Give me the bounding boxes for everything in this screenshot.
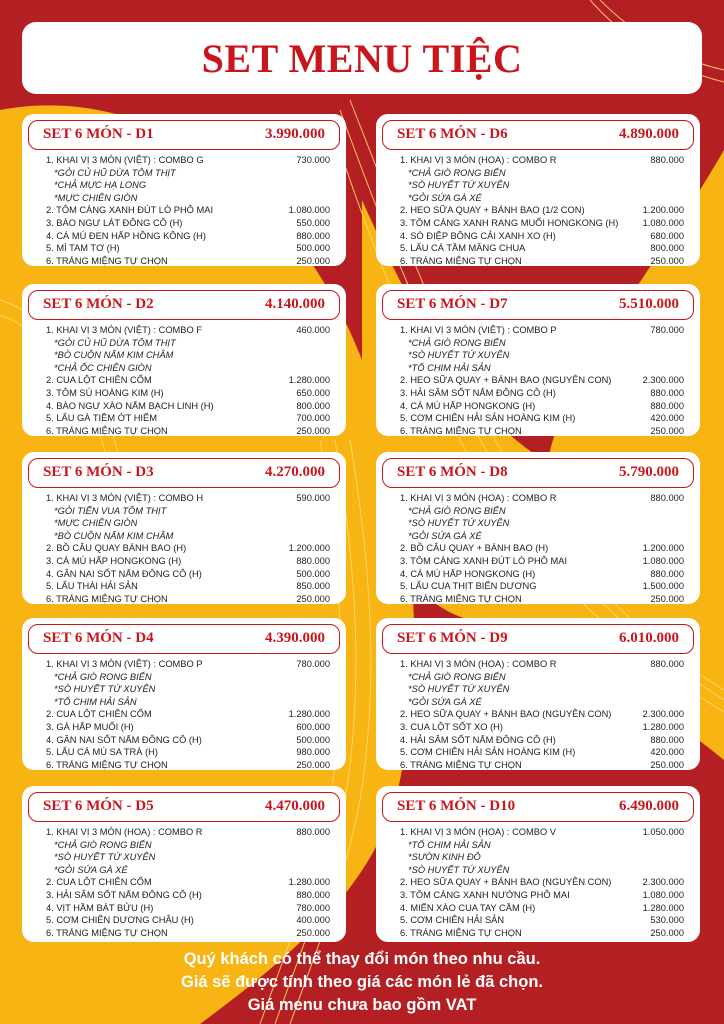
dish-row [400,658,684,671]
set-price: 3.990.000 [265,126,325,142]
sub-dish [46,505,330,518]
dish-price: 880.000 [650,400,684,411]
dish-name: 4. MIẾN XÀO CUA TAY CẦM (H) [400,902,536,913]
dish-name: *CHẢ GIÒ RONG BIỂN [408,505,506,516]
dish-row [400,927,684,940]
set-items [22,150,346,267]
dish-price: 980.000 [296,747,330,758]
dish-name: *GỎI SỨA GÀ XÉ [408,696,482,707]
set-items [22,488,346,605]
dish-name: 4. GÂN NAI SỐT NẤM ĐÔNG CÔ (H) [46,734,202,745]
dish-row [46,721,330,734]
set-name: SET 6 MÓN - D8 [397,464,508,480]
dish-name: 1. KHAI VỊ 3 MÓN (HOA) : COMBO V [400,827,557,837]
dish-name: 1. KHAI VỊ 3 MÓN (HOA) : COMBO R [400,493,557,503]
dish-price: 2.300.000 [642,877,684,888]
dish-name: 5. LẨU CÁ MÚ SA TRÀ (H) [46,747,158,758]
dish-row [400,826,684,839]
dish-row [46,914,330,927]
dish-row [400,154,684,167]
sub-dish [46,851,330,864]
title-banner [22,22,702,94]
dish-price: 780.000 [296,902,330,913]
sub-dish [400,530,684,543]
dish-name: 5. CƠM CHIÊN HẢI SẢN [400,915,505,926]
dish-price: 250.000 [650,425,684,436]
sub-dish [46,192,330,205]
dish-price: 250.000 [296,425,330,436]
set-card [376,114,700,266]
set-name: SET 6 MÓN - D6 [397,126,508,142]
set-header [382,458,694,488]
dish-price: 250.000 [650,759,684,770]
dish-name: 2. BỒ CÂU QUAY BÁNH BAO (H) [46,543,187,554]
dish-name: 6. TRÁNG MIỆNG TỰ CHỌN [400,759,522,770]
dish-row [46,230,330,243]
dish-row [400,580,684,593]
dish-name: 2. TÔM CÀNG XANH ĐÚT LÒ PHÔ MAI [46,205,214,216]
dish-row [46,568,330,581]
dish-price: 880.000 [296,230,330,241]
dish-name: 2. HEO SỮA QUAY + BÁNH BAO (NGUYÊN CON) [400,877,612,888]
sub-dish [400,505,684,518]
dish-row [400,568,684,581]
dish-name: 5. LẨU GÀ TIỀM ỚT HIỂM [46,413,157,424]
set-name: SET 6 MÓN - D3 [43,464,154,480]
sub-dish [400,349,684,362]
dish-price: 880.000 [296,889,330,900]
sub-dish [400,192,684,205]
dish-row [46,746,330,759]
dish-price: 250.000 [296,255,330,266]
sub-dish [46,696,330,709]
set-items [376,150,700,267]
dish-price: 500.000 [296,243,330,254]
dish-name: 6. TRÁNG MIỆNG TỰ CHỌN [46,425,168,436]
dish-row [46,876,330,889]
footer-line-1: Quý khách có thể thay đổi món theo nhu cầu. [183,950,541,968]
sub-dish [400,683,684,696]
dish-name: *GỎI CỦ HŨ DỪA TÔM THỊT [54,337,176,348]
set-name: SET 6 MÓN - D1 [43,126,154,142]
dish-name: 5. LẨU CÁ TẦM MĂNG CHUA [400,243,526,254]
dish-row [400,492,684,505]
dish-name: *CHẢ GIÒ RONG BIỂN [54,671,152,682]
set-card [376,618,700,770]
dish-name: *CHẢ GIÒ RONG BIỂN [408,337,506,348]
dish-name: 5. CƠM CHIÊN HẢI SẢN HOÀNG KIM (H) [400,747,576,758]
set-price: 4.140.000 [265,296,325,312]
set-price: 6.490.000 [619,798,679,814]
set-price: 5.790.000 [619,464,679,480]
dish-name: *SÒ HUYẾT TỨ XUYÊN [408,684,510,695]
dish-name: 6. TRÁNG MIỆNG TỰ CHỌN [46,927,168,938]
dish-name: 4. CÁ MÚ HẤP HONGKONG (H) [400,568,536,579]
dish-name: 2. CUA LỘT CHIÊN CỐM [46,375,152,386]
dish-name: 3. GÀ HẤP MUỐI (H) [46,721,134,732]
sub-dish [400,696,684,709]
sub-dish [46,167,330,180]
dish-name: *SÒ HUYẾT TỨ XUYÊN [54,852,156,863]
dish-name: 4. HẢI SÂM SỐT NẤM ĐÔNG CÔ (H) [400,734,556,745]
dish-row [400,555,684,568]
set-header [28,624,340,654]
dish-price: 1.200.000 [642,205,684,216]
sub-dish [400,851,684,864]
dish-price: 680.000 [650,230,684,241]
set-card [376,284,700,436]
set-price: 5.510.000 [619,296,679,312]
dish-row [400,746,684,759]
dish-row [400,708,684,721]
dish-price: 420.000 [650,413,684,424]
dish-row [400,914,684,927]
dish-row [46,555,330,568]
dish-name: 4. CÁ MÚ HẤP HONGKONG (H) [400,400,536,411]
dish-name: 4. GÂN NAI SỐT NẤM ĐÔNG CÔ (H) [46,568,202,579]
dish-name: 2. CUA LỘT CHIÊN CỐM [46,877,152,888]
dish-name: 4. VỊT HẦM BÁT BỬU (H) [46,902,154,913]
dish-name: *SÒ HUYẾT TỨ XUYÊN [408,518,510,529]
dish-price: 1.080.000 [642,217,684,228]
dish-row [400,721,684,734]
dish-name: *SƯỜN KINH ĐÔ [408,852,481,863]
sub-dish [46,517,330,530]
dish-name: *CHẢ GIÒ RONG BIỂN [408,167,506,178]
dish-name: *MỰC CHIÊN GIÒN [54,518,138,529]
dish-name: 1. KHAI VỊ 3 MÓN (HOA) : COMBO R [400,659,557,669]
dish-row [400,412,684,425]
dish-row [400,242,684,255]
dish-name: 5. LẨU THÁI HẢI SẢN [46,581,138,592]
dish-row [400,324,684,337]
sub-dish [400,179,684,192]
set-card [22,284,346,436]
dish-price: 850.000 [296,581,330,592]
set-price: 6.010.000 [619,630,679,646]
dish-row [400,593,684,606]
set-card [22,452,346,604]
dish-price: 460.000 [296,325,330,335]
dish-name: 3. TÔM CÀNG XANH RANG MUỐI HONGKONG (H) [400,217,619,228]
dish-price: 600.000 [296,721,330,732]
sub-dish [46,362,330,375]
set-price: 4.270.000 [265,464,325,480]
dish-price: 700.000 [296,413,330,424]
sub-dish [46,349,330,362]
set-items [376,320,700,437]
dish-name: 1. KHAI VỊ 3 MÓN (HOA) : COMBO R [46,827,203,837]
dish-name: 1. KHAI VỊ 3 MÓN (VIỆT) : COMBO P [400,325,557,335]
set-items [22,822,346,939]
dish-price: 550.000 [296,217,330,228]
set-name: SET 6 MÓN - D10 [397,798,516,814]
dish-name: 3. TÔM CÀNG XANH NƯỚNG PHÔ MAI [400,889,570,900]
dish-name: *SÒ HUYẾT TỨ XUYÊN [408,864,510,875]
dish-row [400,542,684,555]
dish-row [46,425,330,438]
dish-price: 250.000 [650,593,684,604]
dish-name: 3. TÔM CÀNG XANH ĐÚT LÒ PHÔ MAI [400,555,568,566]
dish-row [46,412,330,425]
dish-row [46,889,330,902]
dish-row [400,889,684,902]
set-price: 4.390.000 [265,630,325,646]
dish-name: 3. CÁ MÚ HẤP HONGKONG (H) [46,555,182,566]
dish-name: 2. HEO SỮA QUAY + BÁNH BAO (1/2 CON) [400,205,585,216]
set-header [382,624,694,654]
dish-price: 1.080.000 [642,889,684,900]
dish-row [46,826,330,839]
dish-name: *GỎI SỨA GÀ XÉ [408,530,482,541]
dish-name: 6. TRÁNG MIỆNG TỰ CHỌN [400,593,522,604]
set-header [28,120,340,150]
set-header [28,792,340,822]
sub-dish [400,864,684,877]
dish-name: *TỔ CHIM HẢI SẢN [408,839,491,850]
dish-name: *SÒ HUYẾT TỨ XUYÊN [408,350,510,361]
dish-name: *SÒ HUYẾT TỨ XUYÊN [54,684,156,695]
dish-name: 1. KHAI VỊ 3 MÓN (HOA) : COMBO R [400,155,557,165]
dish-price: 880.000 [296,827,330,837]
dish-row [400,425,684,438]
dish-row [46,658,330,671]
set-card [22,618,346,770]
dish-price: 1.280.000 [642,721,684,732]
dish-name: *GỎI SỨA GÀ XÉ [54,864,128,875]
dish-row [400,387,684,400]
dish-price: 1.200.000 [642,543,684,554]
dish-price: 500.000 [296,734,330,745]
dish-row [46,580,330,593]
dish-row [46,542,330,555]
sub-dish [400,671,684,684]
dish-row [400,876,684,889]
dish-row [400,902,684,915]
dish-name: 4. BÀO NGƯ XÀO NẤM BẠCH LINH (H) [46,400,214,411]
dish-name: 3. TÔM SÚ HOÀNG KIM (H) [46,387,164,398]
dish-name: *GỎI CỦ HŨ DỪA TÔM THỊT [54,167,176,178]
dish-price: 420.000 [650,747,684,758]
dish-row [400,217,684,230]
set-items [376,488,700,605]
set-header [28,290,340,320]
sub-dish [46,337,330,350]
dish-price: 880.000 [296,555,330,566]
sub-dish [46,179,330,192]
sub-dish [400,337,684,350]
dish-name: *BÒ CUỘN NẤM KIM CHÂM [54,350,174,361]
dish-name: *GỎI SỨA GÀ XÉ [408,192,482,203]
dish-price: 1.080.000 [642,555,684,566]
dish-price: 250.000 [296,759,330,770]
dish-name: 6. TRÁNG MIỆNG TỰ CHỌN [46,759,168,770]
set-name: SET 6 MÓN - D2 [43,296,154,312]
dish-price: 530.000 [650,915,684,926]
dish-price: 1.080.000 [288,205,330,216]
dish-price: 590.000 [296,493,330,503]
set-header [382,290,694,320]
footer-line-3: Giá menu chưa bao gồm VAT [247,996,477,1014]
sub-dish [46,839,330,852]
dish-price: 880.000 [650,493,684,503]
set-items [22,320,346,437]
dish-price: 780.000 [650,325,684,335]
sub-dish [46,864,330,877]
dish-row [46,204,330,217]
dish-name: *CHẢ GIÒ RONG BIỂN [54,839,152,850]
set-card [22,786,346,942]
dish-row [46,374,330,387]
dish-name: *MỰC CHIÊN GIÒN [54,192,138,203]
dish-price: 780.000 [296,659,330,669]
set-items [376,654,700,771]
dish-row [46,387,330,400]
dish-name: *GỎI TIẾN VUA TÔM THỊT [54,505,167,516]
dish-name: 1. KHAI VỊ 3 MÓN (VIỆT) : COMBO F [46,325,202,335]
dish-row [400,759,684,772]
dish-price: 2.300.000 [642,375,684,386]
dish-price: 880.000 [650,155,684,165]
dish-name: 2. BỒ CÂU QUAY + BÁNH BAO (H) [400,543,549,554]
dish-row [46,400,330,413]
dish-name: 3. HẢI SÂM SỐT NẤM ĐÔNG CÔ (H) [400,387,556,398]
set-header [382,120,694,150]
footer-line-2: Giá sẽ được tính theo giá các món lẻ đã chọn. [180,973,543,991]
dish-name: 1. KHAI VỊ 3 MÓN (VIỆT) : COMBO P [46,659,203,669]
dish-price: 1.280.000 [288,877,330,888]
dish-price: 650.000 [296,387,330,398]
sub-dish [46,683,330,696]
footer-notes [0,948,724,1017]
dish-name: *TỔ CHIM HẢI SẢN [54,696,137,707]
set-price: 4.890.000 [619,126,679,142]
dish-row [400,734,684,747]
dish-price: 880.000 [650,734,684,745]
dish-name: 5. LẨU CUA THỊT BIỂN DƯƠNG [400,581,537,592]
dish-name: 4. SÒ ĐIỆP BÔNG CẢI XANH XO (H) [400,230,556,241]
sub-dish [400,517,684,530]
dish-row [46,217,330,230]
dish-name: 5. CƠM CHIÊN HẢI SẢN HOÀNG KIM (H) [400,413,576,424]
dish-name: 1. KHAI VỊ 3 MÓN (VIỆT) : COMBO H [46,493,204,503]
dish-row [46,242,330,255]
dish-price: 800.000 [650,243,684,254]
dish-price: 400.000 [296,915,330,926]
set-header [382,792,694,822]
set-price: 4.470.000 [265,798,325,814]
dish-name: 3. CUA LỘT SỐT XO (H) [400,721,503,732]
dish-row [46,324,330,337]
dish-name: 2. HEO SỮA QUAY + BÁNH BAO (NGUYÊN CON) [400,375,612,386]
dish-name: *CHẢ MỰC HẠ LONG [54,180,147,191]
dish-row [400,374,684,387]
dish-price: 500.000 [296,568,330,579]
set-card [22,114,346,266]
dish-row [46,734,330,747]
set-card [376,452,700,604]
dish-row [400,230,684,243]
dish-row [46,492,330,505]
dish-name: *BÒ CUỘN NẤM KIM CHÂM [54,530,174,541]
dish-price: 2.300.000 [642,709,684,720]
set-card [376,786,700,942]
dish-row [46,154,330,167]
dish-price: 880.000 [650,387,684,398]
sub-dish [400,167,684,180]
dish-name: 6. TRÁNG MIỆNG TỰ CHỌN [400,255,522,266]
dish-row [400,204,684,217]
dish-price: 250.000 [296,593,330,604]
dish-name: *CHẢ GIÒ RONG BIỂN [408,671,506,682]
dish-row [46,593,330,606]
dish-name: *TỔ CHIM HẢI SẢN [408,362,491,373]
dish-name: 5. MÌ TAM TƠ (H) [46,243,120,254]
dish-price: 1.280.000 [288,375,330,386]
dish-row [400,255,684,268]
dish-price: 250.000 [650,927,684,938]
dish-row [400,400,684,413]
sub-dish [400,362,684,375]
dish-price: 880.000 [650,659,684,669]
dish-name: 5. CƠM CHIÊN DƯƠNG CHÂU (H) [46,915,194,926]
dish-name: 3. BÀO NGƯ LÁT ĐÔNG CÔ (H) [46,217,183,228]
dish-row [46,927,330,940]
set-items [22,654,346,771]
set-header [28,458,340,488]
dish-name: 2. CUA LỘT CHIÊN CỐM [46,709,152,720]
dish-name: *SÒ HUYẾT TỨ XUYÊN [408,180,510,191]
dish-row [46,759,330,772]
dish-price: 730.000 [296,155,330,165]
sub-dish [46,530,330,543]
dish-row [46,902,330,915]
dish-name: 6. TRÁNG MIỆNG TỰ CHỌN [400,927,522,938]
dish-name: *CHẢ ỐC CHIÊN GIÒN [54,362,152,373]
dish-price: 1.280.000 [642,902,684,913]
dish-row [46,255,330,268]
dish-name: 2. HEO SỮA QUAY + BÁNH BAO (NGUYÊN CON) [400,709,612,720]
dish-price: 1.500.000 [642,581,684,592]
dish-price: 880.000 [650,568,684,579]
dish-name: 6. TRÁNG MIỆNG TỰ CHỌN [46,255,168,266]
set-items [376,822,700,939]
dish-name: 3. HẢI SÂM SỐT NẤM ĐÔNG CÔ (H) [46,889,202,900]
set-name: SET 6 MÓN - D4 [43,630,154,646]
page-title: SET MENU TIỆC [201,35,523,81]
set-name: SET 6 MÓN - D5 [43,798,154,814]
dish-price: 1.280.000 [288,709,330,720]
dish-price: 1.200.000 [288,543,330,554]
dish-name: 6. TRÁNG MIỆNG TỰ CHỌN [400,425,522,436]
dish-name: 1. KHAI VỊ 3 MÓN (VIỆT) : COMBO G [46,155,204,165]
dish-price: 250.000 [650,255,684,266]
dish-row [46,708,330,721]
sub-dish [46,671,330,684]
set-name: SET 6 MÓN - D7 [397,296,508,312]
sub-dish [400,839,684,852]
dish-name: 4. CÁ MÚ ĐEN HẤP HỒNG KÔNG (H) [46,230,206,241]
dish-name: 6. TRÁNG MIỆNG TỰ CHỌN [46,593,168,604]
dish-price: 800.000 [296,400,330,411]
dish-price: 1.050.000 [642,827,684,837]
dish-price: 250.000 [296,927,330,938]
set-name: SET 6 MÓN - D9 [397,630,508,646]
